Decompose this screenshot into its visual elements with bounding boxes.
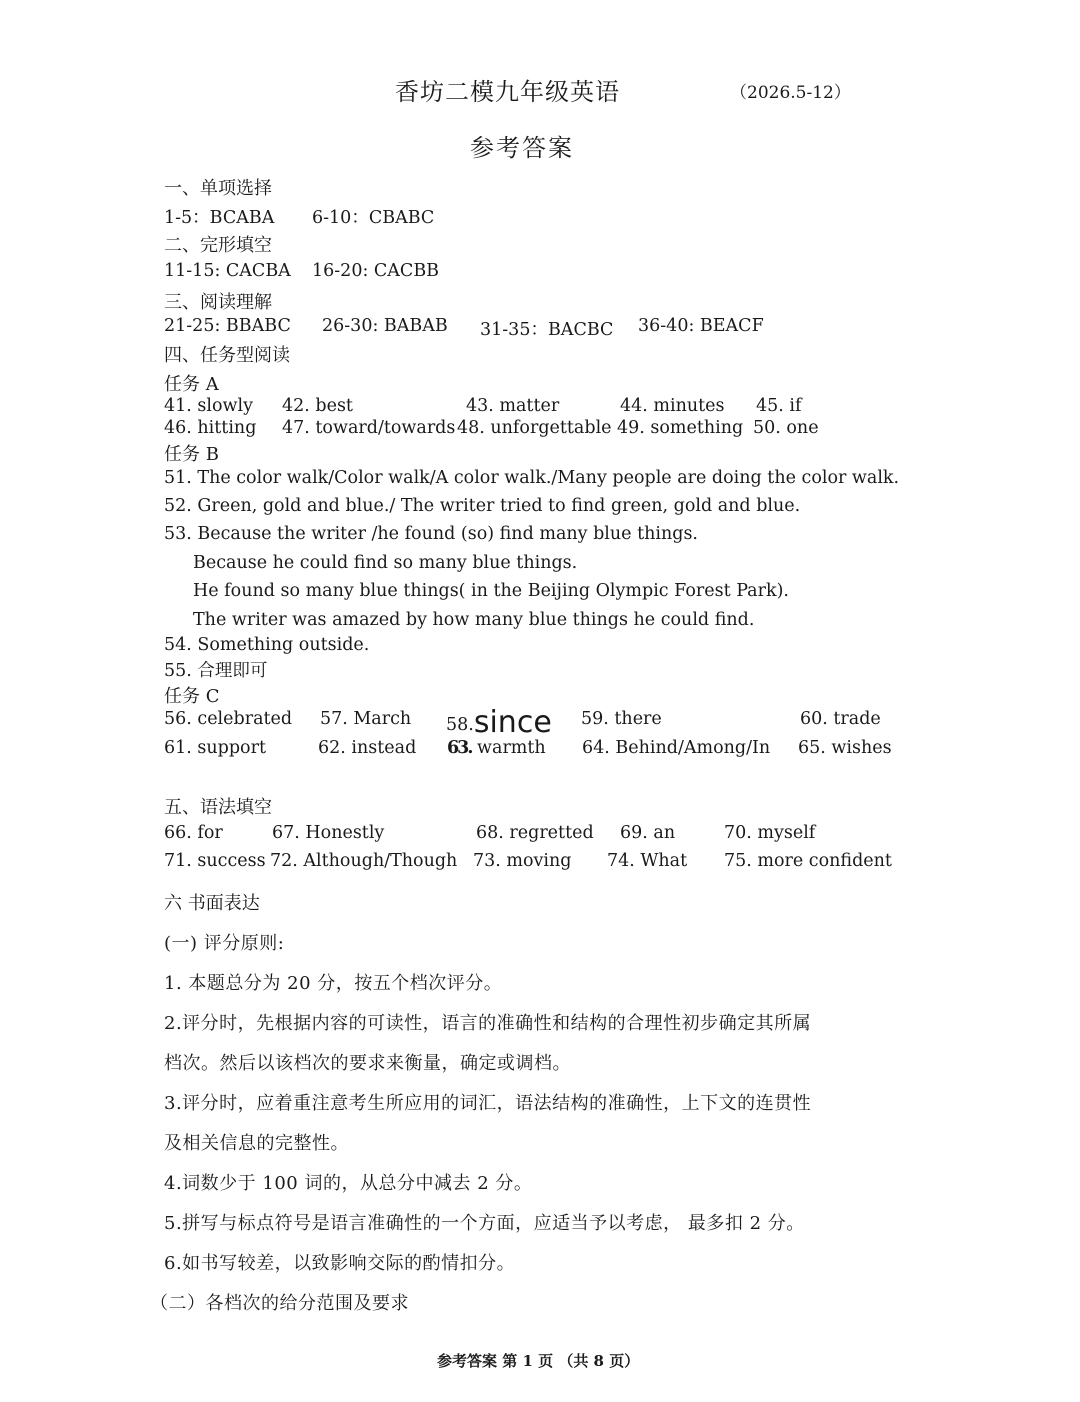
answer-line: 55. 合理即可: [164, 661, 268, 681]
section-heading-1: 一、单项选择: [164, 178, 272, 199]
answer-item: 72. Although/Though: [270, 851, 458, 871]
task-b-label: 任务 B: [164, 444, 219, 465]
answer-item: 45. if: [756, 396, 802, 416]
answer-line: He found so many blue things( in the Beijing Olympic Forest Park).: [193, 581, 789, 601]
answer-item: 67. Honestly: [272, 823, 385, 843]
answer-item: 75. more confident: [724, 851, 892, 871]
answer-item: [446, 703, 552, 738]
item-number: 63.: [447, 738, 472, 758]
section-heading-5: 五、语法填空: [164, 797, 272, 818]
task-a-label: 任务 A: [164, 374, 219, 395]
answer-item: 60. trade: [800, 709, 881, 729]
answer-word: warmth: [477, 738, 546, 758]
answer-item: 50. one: [753, 418, 819, 438]
answer-item: 41. slowly: [164, 396, 253, 416]
answer-item: [447, 738, 546, 758]
answer-item: 48. unforgettable: [457, 418, 612, 438]
scoring-rule: 档次。然后以该档次的要求来衡量，确定或调档。: [164, 1053, 571, 1074]
answer-item: 71. success: [164, 851, 266, 871]
scoring-rule: 及相关信息的完整性。: [164, 1133, 349, 1154]
answer-line: 52. Green, gold and blue./ The writer tried to find green, gold and blue.: [164, 496, 801, 516]
handwritten-answer: since: [473, 705, 552, 740]
item-number: 58.: [446, 715, 474, 735]
answer-item: 59. there: [581, 709, 662, 729]
answer-group: 11-15: CACBA: [164, 261, 291, 281]
answer-group: 31-35：BACBC: [480, 320, 614, 340]
exam-date: （2026.5-12）: [730, 83, 851, 103]
answer-line: 51. The color walk/Color walk/A color walk./Many people are doing the color walk.: [164, 468, 900, 488]
scoring-rule: 6.如书写较差，以致影响交际的酌情扣分。: [164, 1253, 516, 1274]
scoring-rule: 5.拼写与标点符号是语言准确性的一个方面，应适当予以考虑， 最多扣 2 分。: [164, 1213, 805, 1234]
scoring-principles-heading: (一) 评分原则:: [164, 933, 285, 954]
page-subtitle: 参考答案: [470, 134, 574, 162]
answer-item: 65. wishes: [798, 738, 892, 758]
page-footer: 参考答案 第 1 页 （共 8 页）: [437, 1352, 640, 1370]
answer-item: 57. March: [320, 709, 412, 729]
answer-item: 68. regretted: [476, 823, 594, 843]
answer-item: 49. something: [617, 418, 744, 438]
section-heading-6: 六 书面表达: [164, 893, 260, 914]
answer-item: 66. for: [164, 823, 223, 843]
answer-line: 54. Something outside.: [164, 635, 370, 655]
scoring-levels-heading: （二）各档次的给分范围及要求: [150, 1293, 409, 1314]
page-title: 香坊二模九年级英语: [395, 78, 620, 106]
section-heading-4: 四、任务型阅读: [164, 345, 290, 366]
scoring-rule: 1. 本题总分为 20 分，按五个档次评分。: [164, 973, 503, 994]
answer-item: 69. an: [620, 823, 676, 843]
answer-item: 62. instead: [318, 738, 417, 758]
answer-item: 46. hitting: [164, 418, 257, 438]
answer-item: 43. matter: [466, 396, 560, 416]
answer-group: 16-20: CACBB: [312, 261, 440, 281]
answer-item: 73. moving: [473, 851, 572, 871]
answer-item: 44. minutes: [620, 396, 725, 416]
answer-item: 74. What: [607, 851, 688, 871]
section-heading-2: 二、完形填空: [164, 235, 272, 256]
answer-line: 53. Because the writer /he found (so) find many blue things.: [164, 524, 698, 544]
answer-group: 1-5：BCABA: [164, 208, 275, 228]
answer-item: 61. support: [164, 738, 266, 758]
section-heading-3: 三、阅读理解: [164, 292, 272, 313]
answer-group: 6-10：CBABC: [312, 208, 435, 228]
answer-line: Because he could find so many blue things.: [193, 553, 578, 573]
answer-item: 64. Behind/Among/In: [582, 738, 771, 758]
scoring-rule: 3.评分时，应着重注意考生所应用的词汇，语法结构的准确性，上下文的连贯性: [164, 1093, 812, 1114]
answer-item: 42. best: [282, 396, 353, 416]
answer-item: 70. myself: [724, 823, 816, 843]
answer-line: The writer was amazed by how many blue things he could find.: [193, 610, 755, 630]
task-c-label: 任务 C: [164, 686, 220, 707]
answer-group: 26-30: BABAB: [322, 316, 448, 336]
answer-group: 36-40: BEACF: [638, 316, 764, 336]
answer-item: 56. celebrated: [164, 709, 293, 729]
answer-item: 47. toward/towards: [282, 418, 456, 438]
answer-group: 21-25: BBABC: [164, 316, 291, 336]
scoring-rule: 4.词数少于 100 词的，从总分中减去 2 分。: [164, 1173, 533, 1194]
scoring-rule: 2.评分时，先根据内容的可读性，语言的准确性和结构的合理性初步确定其所属: [164, 1013, 812, 1034]
